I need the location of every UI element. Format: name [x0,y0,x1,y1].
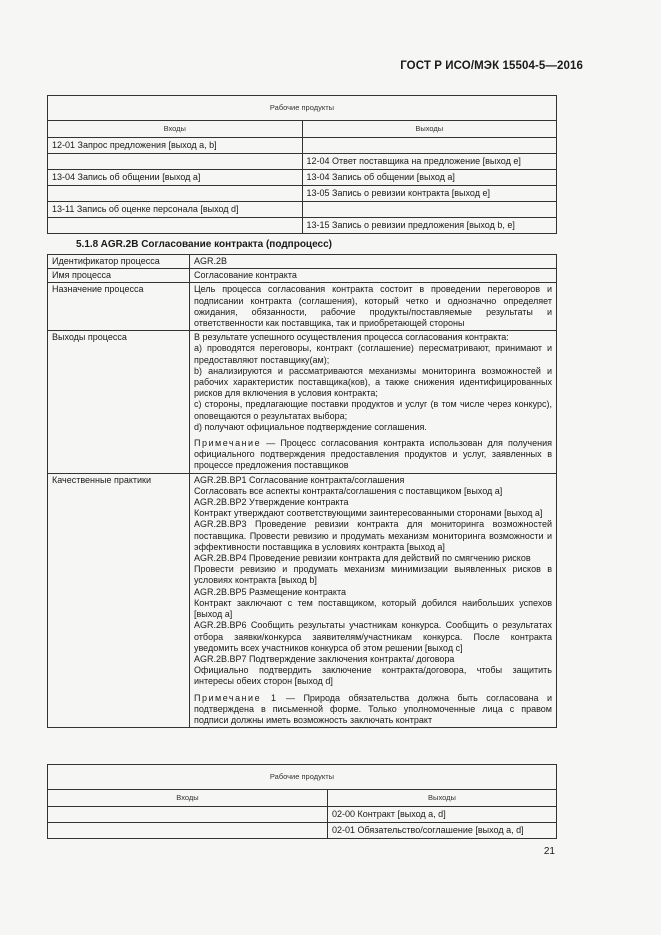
process-practices-label: Качественные практики [48,473,190,727]
note-prefix: Примечание [194,438,262,449]
outcome-line: В результате успешного осуществления процесса согласования контракта: [194,332,509,343]
outputs-header: Выходы [302,121,557,138]
work-products-table-2 [47,764,557,839]
output-cell: 13-15 Запись о ревизии предложения [выход b, e] [302,218,557,234]
section-title: 5.1.8 AGR.2B Согласование контракта (подпроцесс) [76,239,332,250]
outcome-line: с) стороны, предлагающие поставки продуктов и услуг (в том числе через конкурс), оповещаются о результатах выбора; [194,399,552,421]
input-cell [48,218,303,234]
process-id-label: Идентификатор процесса [48,255,190,269]
note-prefix: Примечание 1 [194,692,278,703]
output-cell [302,202,557,218]
practice-line: AGR.2B.BP4 Проведение ревизии контракта для действий по смягчению рисков [194,553,531,564]
note-text: — Природа обязательства должна быть согласована и подтверждена в письменной форме. Только уполномоченные лица с правом подписи должны иметь возможность заключать контракт [194,692,552,725]
inputs-header: Входы [48,790,328,807]
input-cell [48,823,328,839]
output-cell: 12-04 Ответ поставщика на предложение [выход e] [302,154,557,170]
process-id-value: AGR.2B [190,255,557,269]
outcomes-note [194,438,552,472]
process-purpose-value: Цель процесса согласования контракта состоит в проведении переговоров и подписании контракта (соглашения), который четко и однозначно определяет ожидания, обязанности, рабочие продукты/поставляемые результаты и ответственности как поставщика, так и приобретающей стороны [190,283,557,331]
input-cell: 13-11 Запись об оценке персонала [выход d] [48,202,303,218]
practice-line: AGR.2B.BP3 Проведение ревизии контракта для мониторинга возможностей поставщика. Провести ревизию и продумать механизм мониторинга возможности и эффективности поставщика в условиях контракта [выход a] [194,519,552,552]
process-practices-value [190,473,557,727]
practice-line: AGR.2B.BP2 Утверждение контракта [194,497,349,508]
table-row [48,255,557,269]
outcome-line: b) анализируются и рассматриваются механизмы мониторинга возможностей и рабочих характеристик поставщика(ков), а также снижения идентифицированных рисков для включения в условия контракта; [194,365,552,399]
table-row [48,218,557,234]
input-cell: 12-01 Запрос предложения [выход a, b] [48,138,303,154]
outputs-header: Выходы [327,790,556,807]
table-row [48,269,557,283]
process-outcomes-label: Выходы процесса [48,331,190,473]
work-products-title: Рабочие продукты [48,96,557,121]
document-header: ГОСТ Р ИСО/МЭК 15504-5—2016 [400,60,583,72]
practice-line: Провести ревизию и продумать механизм минимизации выявленных рисков в условиях контракта [выход b] [194,564,552,586]
practice-line: AGR.2B.BP5 Размещение контракта [194,586,346,597]
table-row [48,473,557,727]
outcome-line: а) проводятся переговоры, контракт (соглашение) пересматривают, принимают и предоставляют поставщику(ам); [194,343,552,365]
input-cell: 13-04 Запись об общении [выход a] [48,170,303,186]
practice-line: AGR.2B.BP6 Сообщить результаты участникам конкурса. Сообщить о результатах отбора заявки/конкурса заявителям/участникам конкурса. После контракта уведомить всех участников конкурса об этом решении [выход c] [194,620,552,653]
work-products-table-1 [47,95,557,234]
practice-line: Контракт заключают с тем поставщиком, который добился наибольших успехов [выход a] [194,597,552,620]
input-cell [48,807,328,823]
page-number: 21 [543,846,555,857]
table-row [48,170,557,186]
table-row [48,202,557,218]
table-row [48,807,557,823]
practices-note [194,693,552,727]
output-cell [302,138,557,154]
work-products-title: Рабочие продукты [48,765,557,790]
input-cell [48,186,303,202]
practice-line: Согласовать все аспекты контракта/соглашения с поставщиком [выход a] [194,485,503,496]
note-text: — Процесс согласования контракта использован для получения официального подтверждения предоставления продуктов и услуг, заявленных в процессе предложения поставщиков [194,438,552,471]
process-name-value: Согласование контракта [190,269,557,283]
output-cell: 13-04 Запись об общении [выход a] [302,170,557,186]
inputs-header: Входы [48,121,303,138]
table-row [48,138,557,154]
table-row [48,186,557,202]
outcome-line: d) получают официальное подтверждение соглашения. [194,421,427,432]
practice-line: AGR.2B.BP1 Согласование контракта/соглашения [194,474,405,485]
practice-line: Официально подтвердить заключение контракта/договора, чтобы защитить интересы обеих сторон [выход d] [194,665,552,687]
output-cell: 13-05 Запись о ревизии контракта [выход e] [302,186,557,202]
process-name-label: Имя процесса [48,269,190,283]
practice-line: AGR.2B.BP7 Подтверждение заключения контракта/ договора [194,653,455,664]
input-cell [48,154,303,170]
output-cell: 02-01 Обязательство/соглашение [выход a, d] [327,823,556,839]
process-outcomes-value [190,331,557,473]
output-cell: 02-00 Контракт [выход a, d] [327,807,556,823]
process-table [47,254,557,728]
table-row [48,331,557,473]
table-row [48,283,557,331]
practice-line: Контракт утверждают соответствующими заинтересованными сторонами [выход a] [194,508,543,519]
table-row [48,154,557,170]
process-purpose-label: Назначение процесса [48,283,190,331]
table-row [48,823,557,839]
